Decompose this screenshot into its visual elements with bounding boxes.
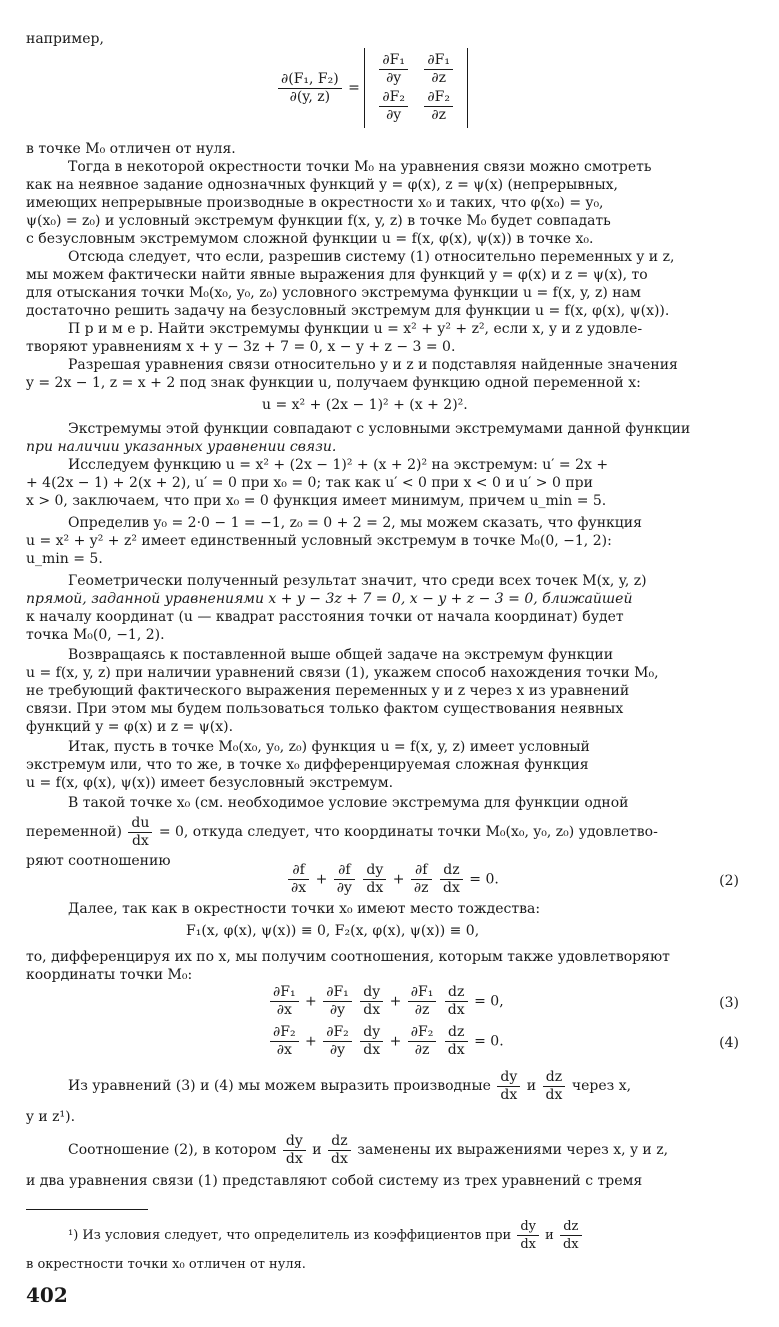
text-line: функций y = φ(x) и z = ψ(x). xyxy=(26,719,234,735)
text-line: с безусловным экстремумом сложной функции u = f(x, φ(x), ψ(x)) в точке x₀. xyxy=(26,231,594,247)
text-line: П р и м е р. Найти экстремумы функции u = x² + y² + z², если x, y и z удовле- xyxy=(68,321,643,337)
text-line: имеющих непрерывные производные в окрестности x₀ и таких, что φ(x₀) = y₀, xyxy=(26,195,604,211)
equation-number: (2) xyxy=(719,873,739,889)
text-line: как на неявное задание однозначных функций y = φ(x), z = ψ(x) (непрерывных, xyxy=(26,177,618,193)
text-line: ψ(x₀) = z₀) и условный экстремум функции f(x, y, z) в точке M₀ будет совпадать xyxy=(26,213,611,229)
text-line: В такой точке x₀ (см. необходимое условие экстремума для функции одной xyxy=(68,795,629,811)
text-line: и два уравнения связи (1) представляют собой систему из трех уравнений с тремя xyxy=(26,1173,643,1189)
text-line: Отсюда следует, что если, разрешив систему (1) относительно переменных y и z, xyxy=(68,249,675,265)
text-line-with-fraction: Из уравнений (3) и (4) мы можем выразить производные $\frac{dy}{dx}$ и $\frac{dz}{dx}$ через x, xyxy=(68,1068,632,1103)
text-line: достаточно решить задачу на безусловный экстремум для функции u = f(x, φ(x), ψ(x)). xyxy=(26,303,670,319)
text-line: связи. При этом мы будем пользоваться только фактом существования неявных xyxy=(26,701,624,717)
text-line: u = x² + y² + z² имеет единственный условный экстремум в точке M₀(0, −1, 2): xyxy=(26,533,612,549)
text-line: Определив y₀ = 2·0 − 1 = −1, z₀ = 0 + 2 = 2, мы можем сказать, что функция xyxy=(68,515,642,531)
text-line: Далее, так как в окрестности точки x₀ имеют место тождества: xyxy=(68,901,541,917)
display-equation: u = x² + (2x − 1)² + (x + 2)². xyxy=(262,397,468,413)
footnote-line: в окрестности точки x₀ отличен от нуля. xyxy=(26,1257,306,1272)
text-line: u = f(x, φ(x), ψ(x)) имеет безусловный экстремум. xyxy=(26,775,394,791)
identity-equations: F₁(x, φ(x), ψ(x)) ≡ 0, F₂(x, φ(x), ψ(x)) ≡ 0, xyxy=(186,923,480,939)
text-line: для отыскания точки M₀(x₀, y₀, z₀) условного экстремума функции u = f(x, y, z) нам xyxy=(26,285,641,301)
text-line: x > 0, заключаем, что при x₀ = 0 функция имеет минимум, причем u_min = 5. xyxy=(26,493,607,509)
text-line: y и z¹). xyxy=(26,1109,76,1125)
text-line: прямой, заданной уравнениями x + y − 3z + 7 = 0, x − y + z − 3 = 0, ближайшей xyxy=(26,591,633,607)
text-line: Итак, пусть в точке M₀(x₀, y₀, z₀) функция u = f(x, y, z) имеет условный xyxy=(68,739,590,755)
text-line: Экстремумы этой функции совпадают с условными экстремумами данной функции xyxy=(68,421,691,437)
jacobian-fraction: $\frac{\text{∂(F₁, F₂)}}{\partial(y, z)}$ xyxy=(278,71,342,106)
footnote-divider xyxy=(26,1209,148,1210)
page-number: 402 xyxy=(26,1283,68,1307)
text-line-with-fraction: переменной) $\frac{du}{dx}$ = 0, откуда следует, что координаты точки M₀(x₀, y₀, z₀) удовлетво- xyxy=(26,814,658,849)
text-line: u_min = 5. xyxy=(26,551,103,567)
determinant-row: $\frac{\text{∂F₁}}{\partial y}$ $\frac{\text{∂F₁}}{\partial z}$ xyxy=(373,52,459,87)
text-line: Геометрически полученный результат значит, что среди всех точек M(x, y, z) xyxy=(68,573,647,589)
text-line: к началу координат (u — квадрат расстояния точки от начала координат) будет xyxy=(26,609,624,625)
equation-number: (4) xyxy=(719,1035,739,1051)
jacobian-equation: $\frac{\text{∂(F₁, F₂)}}{\partial(y, z)}$ = $\frac{\text{∂F₁}}{\partial y}$ $\frac{\text{∂F₁}}{\partial z}$ $\frac{\text{∂F₂}}{\partial y}$ $\frac{\text{∂F₂}}{\partial z}$ xyxy=(276,48,468,128)
text-line: например, xyxy=(26,31,104,47)
text-line: u = f(x, y, z) при наличии уравнений связи (1), укажем способ нахождения точки M₀, xyxy=(26,665,659,681)
text-line: y = 2x − 1, z = x + 2 под знак функции u, получаем функцию одной переменной x: xyxy=(26,375,641,391)
text-line: точка M₀(0, −1, 2). xyxy=(26,627,165,643)
text-line-with-fraction: Соотношение (2), в котором $\frac{dy}{dx}$ и $\frac{dz}{dx}$ заменены их выражениями через x, y и z, xyxy=(68,1132,669,1167)
determinant-row: $\frac{\text{∂F₂}}{\partial y}$ $\frac{\text{∂F₂}}{\partial z}$ xyxy=(373,89,459,124)
text-line: Тогда в некоторой окрестности точки M₀ на уравнения связи можно смотреть xyxy=(68,159,652,175)
text-line: при наличии указанных уравнении связи. xyxy=(26,439,337,455)
determinant xyxy=(364,48,468,128)
text-line: координаты точки M₀: xyxy=(26,967,193,983)
text-line: мы можем фактически найти явные выражения для функций y = φ(x) и z = ψ(x), то xyxy=(26,267,648,283)
equation-number: (3) xyxy=(719,995,739,1011)
equation-2: $\frac{\partial f}{\partial x}$ + $\frac{\partial f}{\partial y}$ $\frac{dy}{dx}$ + $\frac{\partial f}{\partial z}$ $\frac{dz}{dx}$ = 0. xyxy=(286,862,499,897)
text-line: экстремум или, что то же, в точке x₀ дифференцируемая сложная функция xyxy=(26,757,589,773)
equation-3: $\frac{\text{∂F₁}}{\partial x}$ + $\frac{\text{∂F₁}}{\partial y}$ $\frac{dy}{dx}$ + $\frac{\text{∂F₁}}{\partial z}$ $\frac{dz}{dx}$ = 0, xyxy=(268,984,504,1019)
text-line: творяют уравнениям x + y − 3z + 7 = 0, x − y + z − 3 = 0. xyxy=(26,339,456,355)
text-line: Исследуем функцию u = x² + (2x − 1)² + (x + 2)² на экстремум: u′ = 2x + xyxy=(68,457,609,473)
text-line: + 4(2x − 1) + 2(x + 2), u′ = 0 при x₀ = 0; так как u′ < 0 при x < 0 и u′ > 0 при xyxy=(26,475,593,491)
text-line: не требующий фактического выражения переменных y и z через x из уравнений xyxy=(26,683,630,699)
text-line: ряют соотношению xyxy=(26,853,171,869)
text-line: Возвращаясь к поставленной выше общей задаче на экстремум функции xyxy=(68,647,614,663)
text-line: то, дифференцируя их по x, мы получим соотношения, которым также удовлетворяют xyxy=(26,949,670,965)
footnote-line: ¹) Из условия следует, что определитель из коэффициентов при $\frac{dy}{dx}$ и $\frac{dz}{dx}$ xyxy=(68,1216,758,1256)
text-line: Разрешая уравнения связи относительно y и z и подставляя найденные значения xyxy=(68,357,678,373)
equation-4: $\frac{\text{∂F₂}}{\partial x}$ + $\frac{\text{∂F₂}}{\partial y}$ $\frac{dy}{dx}$ + $\frac{\text{∂F₂}}{\partial z}$ $\frac{dz}{dx}$ = 0. xyxy=(268,1024,504,1059)
text-line: в точке M₀ отличен от нуля. xyxy=(26,141,236,157)
